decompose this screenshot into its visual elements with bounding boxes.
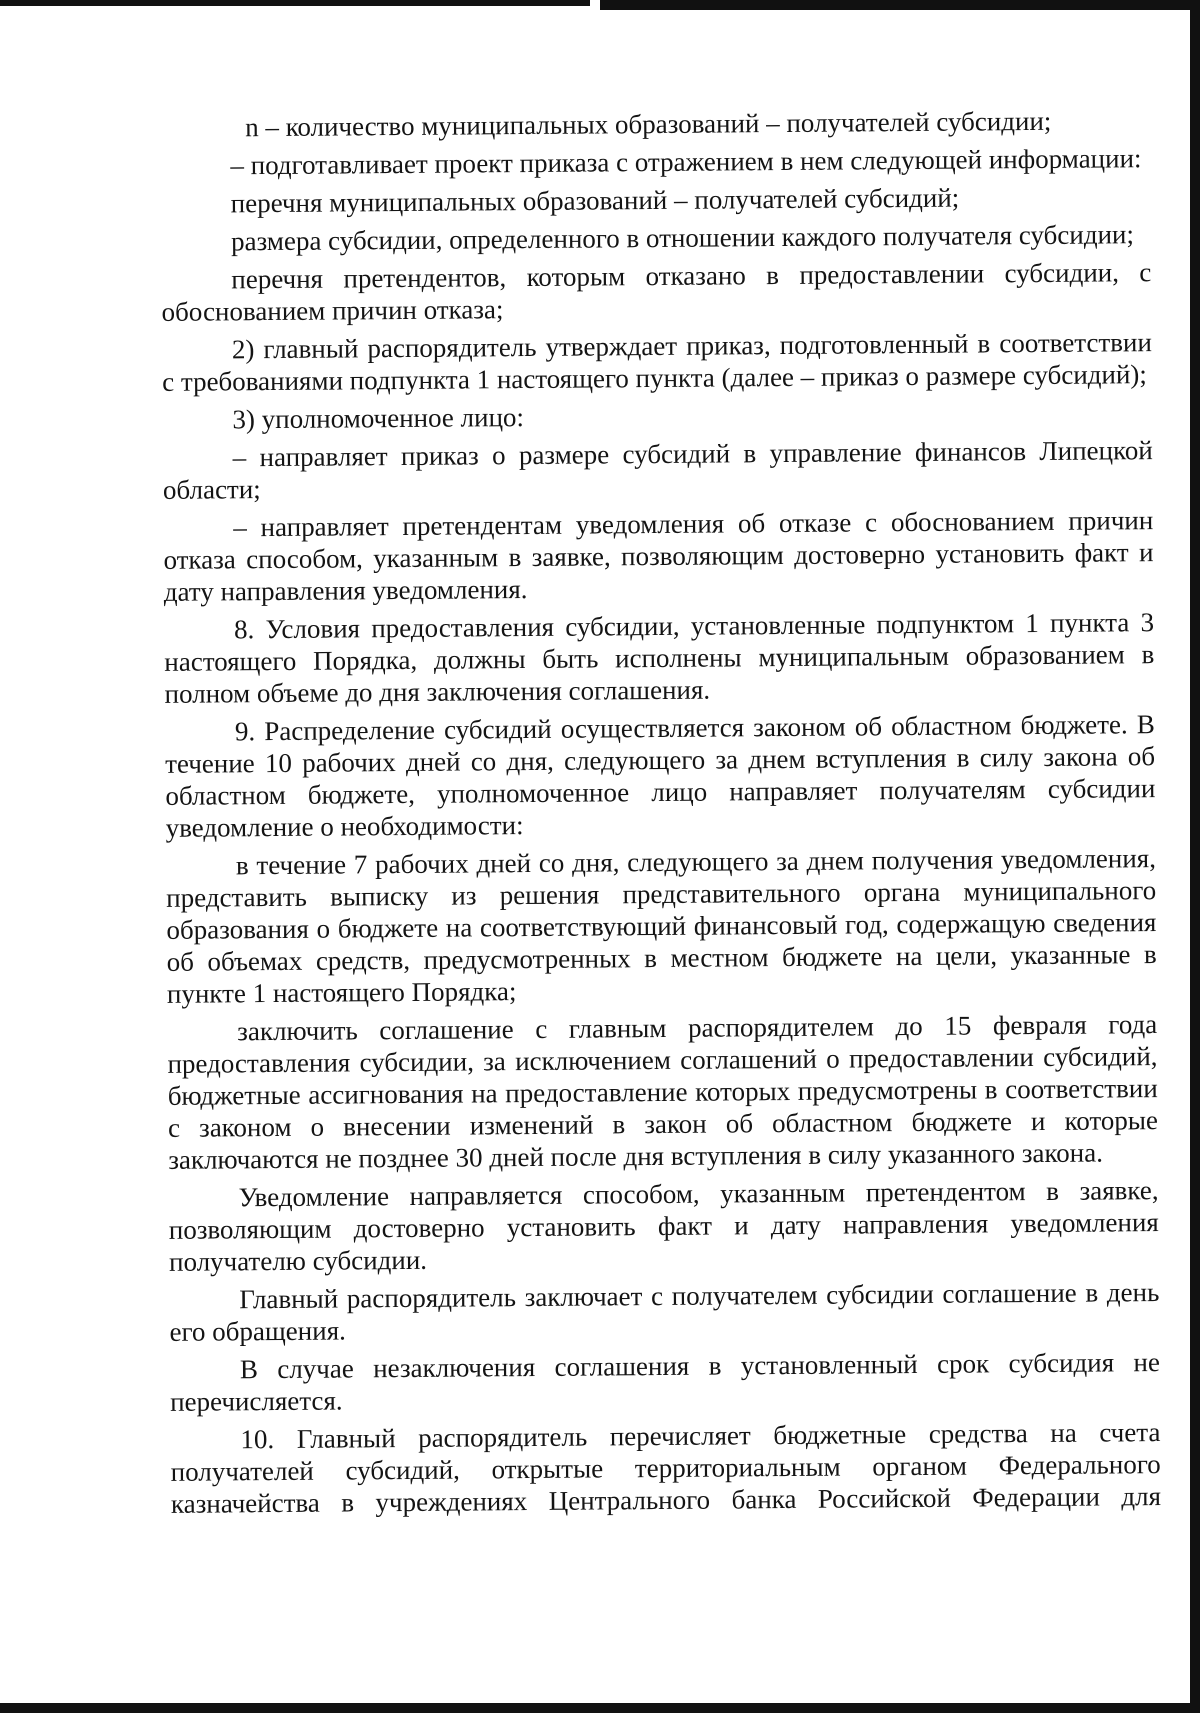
- document-page: [160, 104, 1161, 1526]
- paragraph: 10. Главный распорядитель перечисляет бюджетные средства на счета получателей субсидий, открытые территориальным органом Федерального казначейства в учреждениях Центрального банка Российской Федерации для: [170, 1417, 1162, 1519]
- scan-border-right: [1190, 0, 1200, 1713]
- paragraph: – направляет приказ о размере субсидий в управление финансов Липецкой области;: [162, 435, 1153, 505]
- paragraph: n – количество муниципальных образований – получателей субсидии;: [245, 105, 1052, 143]
- paragraph: перечня претендентов, которым отказано в предоставлении субсидии, с обоснованием причин отказа;: [161, 257, 1152, 327]
- paragraph: – подготавливает проект приказа с отражением в нем следующей информации:: [230, 143, 1142, 181]
- paragraph: в течение 7 рабочих дней со дня, следующего за днем получения уведомления, представить выписку из решения представительного органа муниципального образования о бюджете на соответствующий финансовый год, содержащую сведения об объемах средств, предусмотренных в местном бюджете на цели, указанные в пункте 1 настоящего Порядка;: [166, 843, 1157, 1009]
- paragraph: размера субсидии, определенного в отношении каждого получателя субсидии;: [230, 219, 1135, 257]
- paragraph: Главный распорядитель заключает с получателем субсидии соглашение в день его обращения.: [169, 1277, 1160, 1347]
- paragraph: – направляет претендентам уведомления об отказе с обоснованием причин отказа способом, указанным в заявке, позволяющим достоверно установить факт и дату направления уведомления.: [163, 505, 1154, 607]
- paragraph: Уведомление направляется способом, указанным претендентом в заявке, позволяющим достоверно установить факт и дату направления уведомления получателю субсидии.: [168, 1175, 1159, 1277]
- paragraph: 9. Распределение субсидий осуществляется законом об областном бюджете. В течение 10 рабочих дней со дня, следующего за днем вступления в силу закона об областном бюджете, уполномоченное лицо направляет получателям субсидии уведомление о необходимости:: [165, 709, 1156, 843]
- paragraph: заключить соглашение с главным распорядителем до 15 февраля года предоставления субсидии, за исключением соглашений о предоставлении субсидий, бюджетные ассигнования на предоставление которых предусмотрены в соответствии с законом о внесении изменений в закон об областном бюджете и которые заключаются не позднее 30 дней после дня вступления в силу указанного закона.: [167, 1009, 1159, 1175]
- paragraph: В случае незаключения соглашения в установленный срок субсидия не перечисляется.: [170, 1347, 1160, 1417]
- scan-border-top-right: [600, 0, 1200, 10]
- scan-border-bottom: [0, 1703, 1200, 1713]
- scan-border-top-left: [0, 0, 590, 6]
- paragraph: 3) уполномоченное лицо:: [232, 402, 525, 435]
- paragraph: 2) главный распорядитель утверждает приказ, подготовленный в соответствии с требованиями подпункта 1 настоящего пункта (далее – приказ о размере субсидий);: [162, 327, 1152, 397]
- paragraph: перечня муниципальных образований – получателей субсидий;: [230, 182, 960, 219]
- paragraph: 8. Условия предоставления субсидии, установленные подпунктом 1 пункта 3 настоящего Порядка, должны быть исполнены муниципальным образованием в полном объеме до дня заключения соглашения.: [164, 607, 1155, 709]
